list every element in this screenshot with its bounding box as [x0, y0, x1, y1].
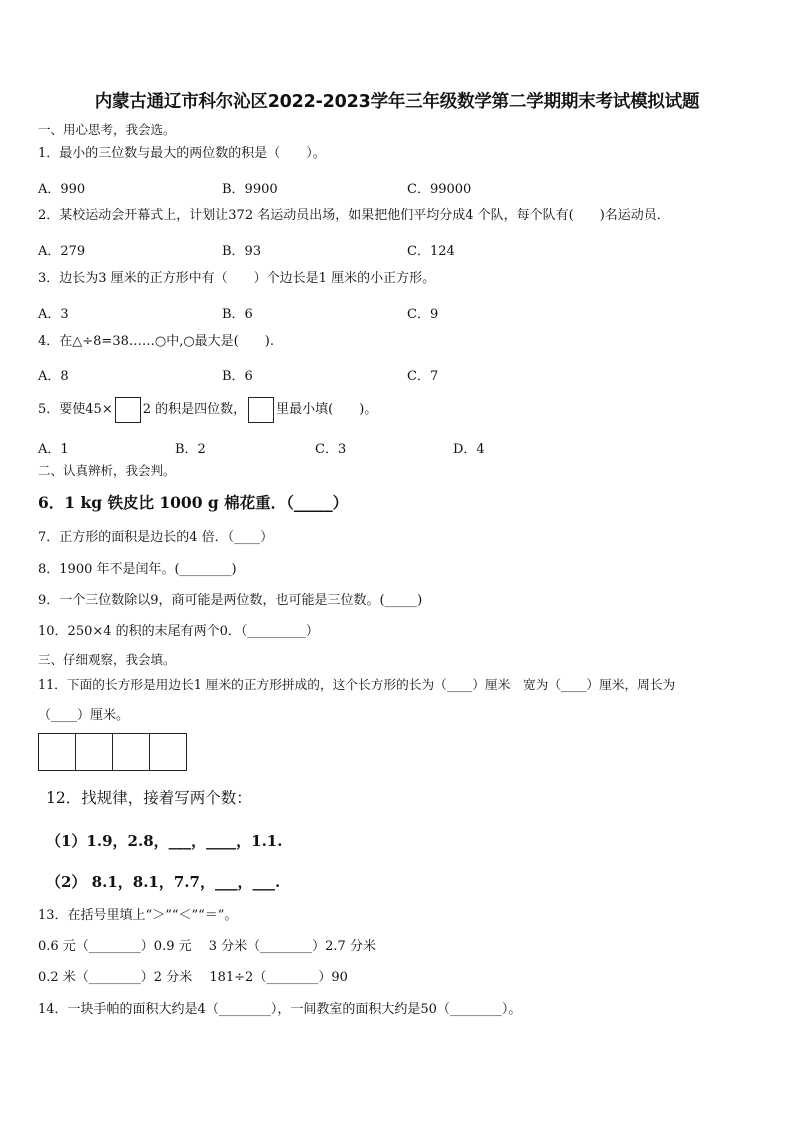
question-12: 12．找规律，接着写两个数： [46, 789, 252, 807]
question-13: 13．在括号里填上“＞”“＜”“＝”。 [38, 908, 238, 923]
q4-option-c: C．7 [407, 369, 439, 384]
question-9: 9．一个三位数除以9，商可能是两位数，也可能是三位数。(_____) [38, 593, 423, 608]
section-1-heading: 一、用心思考，我会选。 [38, 122, 176, 137]
q5-answer-box-2[interactable] [248, 397, 274, 423]
q2-option-b: B．93 [222, 244, 262, 259]
question-1: 1．最小的三位数与最大的两位数的积是（ ）。 [38, 146, 326, 161]
page-title: 内蒙古通辽市科尔沁区2022-2023学年三年级数学第二学期期末考试模拟试题 [94, 92, 700, 112]
grid-square [113, 734, 150, 770]
q3-option-c: C．9 [407, 307, 439, 322]
section-3-heading: 三、仔细观察，我会填。 [38, 652, 176, 667]
q5-option-d: D．4 [453, 442, 485, 457]
q3-option-b: B．6 [222, 307, 253, 322]
q5-text-a: 5．要使45× [38, 402, 113, 417]
q2-option-a: A．279 [38, 244, 86, 259]
q5-option-a: A．1 [38, 442, 69, 457]
section-2-heading: 二、认真辨析，我会判。 [38, 463, 176, 478]
question-13-row-2: 0.2 米（________）2 分米 181÷2（________）90 [38, 970, 348, 985]
grid-square [76, 734, 113, 770]
q2-option-c: C．124 [407, 244, 455, 259]
question-14: 14．一块手帕的面积大约是4（________），一间教室的面积大约是50（________）。 [38, 1002, 522, 1017]
question-5 [38, 396, 377, 424]
q5-answer-box-1[interactable] [115, 397, 141, 423]
question-6: 6．1 kg 铁皮比 1000 g 棉花重．（_____） [38, 493, 349, 512]
q1-option-b: B．9900 [222, 182, 278, 197]
q4-option-a: A．8 [38, 369, 69, 384]
question-12-part-2: （2） 8.1，8.1，7.7，___，___. [46, 873, 281, 891]
question-13-row-1: 0.6 元（________）0.9 元 3 分米（________）2.7 分米 [38, 939, 376, 954]
question-12-part-1: （1）1.9，2.8，___，____，1.1. [46, 832, 283, 850]
question-11: 11．下面的长方形是用边长1 厘米的正方形拼成的，这个长方形的长为（____）厘米 宽为（____）厘米，周长为 [38, 677, 676, 692]
question-11-continued: （____）厘米。 [38, 708, 130, 723]
grid-square [39, 734, 76, 770]
q4-option-b: B．6 [222, 369, 253, 384]
q5-text-c: 里最小填( )。 [276, 402, 378, 417]
rectangle-grid [38, 733, 187, 771]
q5-option-b: B．2 [175, 442, 206, 457]
question-4: 4．在△÷8=38……○中,○最大是( ). [38, 334, 274, 349]
question-3: 3．边长为3 厘米的正方形中有（ ）个边长是1 厘米的小正方形。 [38, 271, 436, 286]
question-7: 7．正方形的面积是边长的4 倍．（____） [38, 530, 274, 545]
question-10: 10．250×4 的积的末尾有两个0．（_________） [38, 624, 319, 639]
q1-option-c: C．99000 [407, 182, 472, 197]
q5-option-c: C．3 [315, 442, 347, 457]
question-2: 2．某校运动会开幕式上，计划让372 名运动员出场，如果把他们平均分成4 个队，每个队有( )名运动员． [38, 208, 670, 223]
q1-option-a: A．990 [38, 182, 86, 197]
q5-text-b: 2 的积是四位数， [142, 402, 247, 417]
question-8: 8．1900 年不是闰年。(________) [38, 562, 237, 577]
q3-option-a: A．3 [38, 307, 69, 322]
grid-square [150, 734, 186, 770]
